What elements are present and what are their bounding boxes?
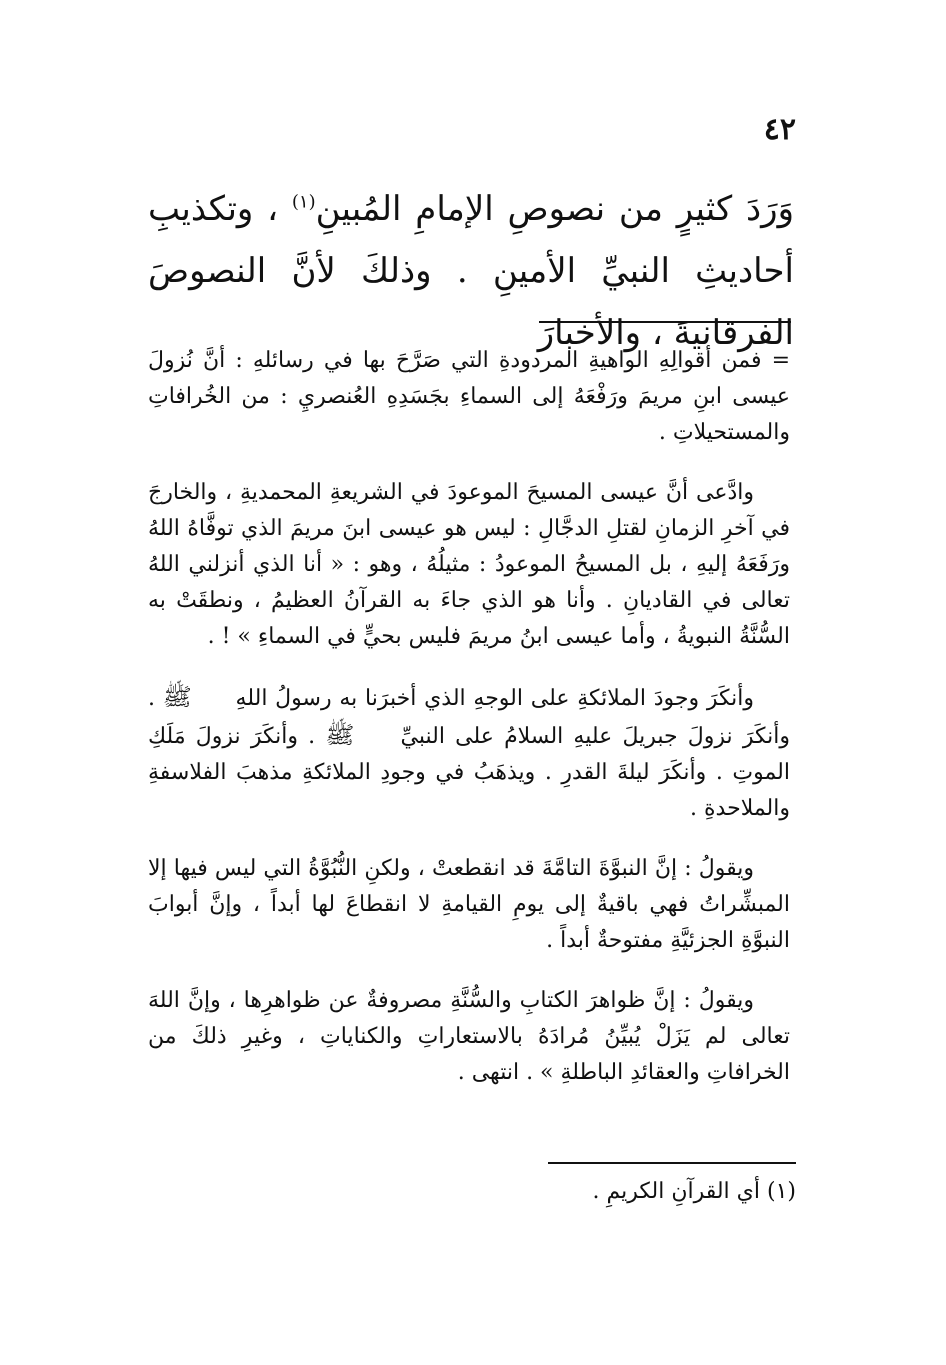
main-text-rest: ، وتكذيبِ أحاديثِ النبيِّ الأمينِ . وذلكَ لأنَّ النصوصَ الفرقانيةَ ، والأخبارَ xyxy=(148,189,794,353)
continued-footnote-block xyxy=(148,343,790,1115)
paragraph-3-part-1: وأنكَرَ وجودَ الملائكةِ على الوجهِ الذي أخبرَنا به رسولُ اللهِ xyxy=(235,686,755,711)
paragraph-5: ويقولُ : إنَّ ظواهرَ الكتابِ والسُّنَّةِ مصروفةٌ عن ظواهرِها ، وإنَّ اللهَ تعالى لم يَزَلْ يُبيِّنُ مُرادَهُ بالاستعاراتِ والكناياتِ ، وغيرِ ذلكَ من الخرافاتِ والعقائدِ الباطلةِ » . انتهى . xyxy=(148,988,790,1085)
paragraph-2: وادَّعى أنَّ عيسى المسيحَ الموعودَ في الشريعةِ المحمديةِ ، والخارجَ في آخرِ الزمانِ لقتلِ الدجَّالِ : ليس هو عيسى ابنَ مريمَ الذي توفَّاهُ اللهُ ورَفَعَهُ إليهِ ، بل المسيحُ الموعودُ : مثيلُهُ ، وهو : « أنا الذي أنزلني اللهُ تعالى في القاديانِ . وأنا هو الذي جاءَ به القرآنُ العظيمُ ، ونطقَتْ به السُّنَّةُ النبويةُ ، وأما عيسى ابنُ مريمَ فليس بحيٍّ في السماءِ » ! . xyxy=(148,480,790,649)
main-text-start: وَرَدَ كثيرٍ من نصوصِ الإمامِ المُبينِ xyxy=(315,189,794,229)
paragraph-4: ويقولُ : إنَّ النبوَّةَ التامَّةَ قد انقطعتْ ، ولكنِ النُّبُوَّةُ التي ليس فيها إلا المبشِّراتُ فهي باقيةٌ إلى يومِ القيامةِ لا انقطاعَ لها أبداً ، وإنَّ أبوابَ النبوَّةِ الجزئيَّةِ مفتوحةٌ أبداً . xyxy=(148,856,790,953)
paragraph-3-part-2: . وأنكَرَ نزولَ جبريلَ عليهِ السلامُ على النبيِّ xyxy=(148,686,790,749)
footnote-marker: (١) xyxy=(291,191,316,213)
footnote-divider-top xyxy=(539,321,791,323)
footnote-divider-bottom xyxy=(548,1162,796,1164)
paragraph-3-part-3: . وأنكَرَ نزولَ مَلَكِ الموتِ . وأنكَرَ ليلةَ القدرِ . ويذهَبُ في وجودِ الملائكةِ مذهبَ الفلاسفةِ والملاحدةِ . xyxy=(148,724,790,821)
footnote-1: (١) أي القرآنِ الكريمِ . xyxy=(592,1179,796,1204)
page-number: ٤٢ xyxy=(763,112,796,147)
paragraph-1: = فمن أقوالِهِ الواهيةِ المردودةِ التي صَرَّحَ بها في رسائلهِ : أنَّ نُزولَ عيسى ابنِ مريمَ ورَفْعَهُ إلى السماءِ بجَسَدِهِ العُنصريِ : من الخُرافاتِ والمستحيلاتِ . xyxy=(148,348,790,445)
main-text-block xyxy=(148,178,794,364)
paragraph-3 xyxy=(148,679,790,827)
salawat-glyph-1: ﷺ xyxy=(162,683,192,711)
salawat-glyph-2: ﷺ xyxy=(325,721,355,749)
